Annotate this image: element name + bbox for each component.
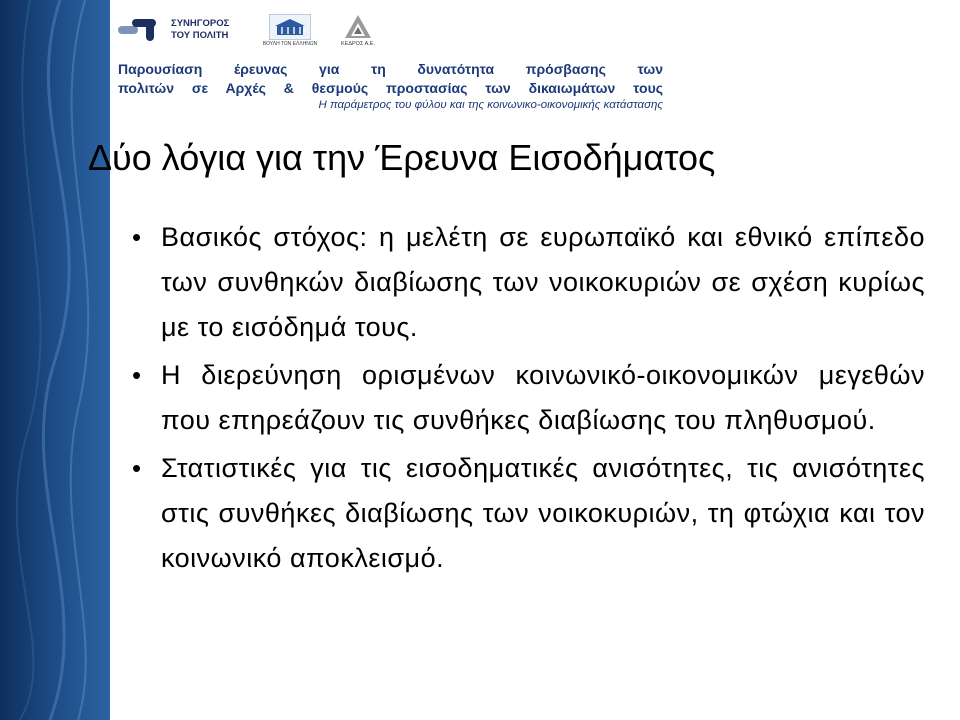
slide-title: Δύο λόγια για την Έρευνα Εισοδήματος: [88, 137, 716, 178]
logo-strip: [110, 0, 400, 55]
bullet-dot-icon: •: [132, 453, 142, 483]
ombudsman-emblem-icon: [116, 16, 164, 44]
bullet-dot-icon: •: [132, 360, 142, 390]
bullet-text: Η διερεύνηση ορισμένων κοινωνικό-οικονομικών μεγεθών που επηρεάζουν τις συνθήκες διαβίωσης του πληθυσμού.: [161, 360, 925, 435]
bullet-text: Στατιστικές για τις εισοδηματικές ανισότητες, τις ανισότητες στις συνθήκες διαβίωσης των νοικοκυριών, τη φτώχια και τον κοινωνικό αποκλεισμό.: [161, 453, 925, 573]
band-swirl-graphic: [0, 0, 110, 720]
side-decorative-band: [0, 0, 110, 720]
bullet-item-investigation: [130, 353, 925, 443]
kedros-logo-caption: ΚΕΔΡΟΣ Α.Ε.: [341, 41, 375, 47]
kedros-triangle-icon: [344, 14, 372, 40]
bullet-item-goal: [130, 215, 925, 350]
bullet-list: [130, 215, 925, 584]
parliament-logo-caption: ΒΟΥΛΗ ΤΩΝ ΕΛΛΗΝΩΝ: [262, 41, 318, 47]
survey-title-line1: Παρουσίαση έρευνας για τη δυνατότητα πρόσβασης των: [118, 61, 663, 77]
bullet-item-statistics: [130, 446, 925, 581]
survey-title-block: [118, 60, 663, 113]
survey-title-line2: πολιτών σε Αρχές & θεσμούς προστασίας των δικαιωμάτων τους: [118, 80, 663, 96]
ombudsman-logo-line2: ΤΟΥ ΠΟΛΙΤΗ: [171, 30, 229, 41]
parliament-building-icon: [269, 14, 311, 40]
bullet-dot-icon: •: [132, 222, 142, 252]
survey-subtitle: Η παράμετρος του φύλου και της κοινωνικο-οικονομικής κατάστασης: [318, 99, 663, 111]
ombudsman-logo-text: [171, 18, 229, 42]
ombudsman-logo: [116, 14, 230, 50]
bullet-text: Βασικός στόχος: η μελέτη σε ευρωπαϊκό και εθνικό επίπεδο των συνθηκών διαβίωσης των νοικοκυριών σε σχέση κυρίως με το εισόδημά τους.: [161, 222, 925, 342]
slide-header: [110, 0, 670, 120]
kedros-logo: [338, 14, 378, 50]
parliament-logo: [255, 14, 325, 50]
ombudsman-logo-line1: ΣΥΝΗΓΟΡΟΣ: [171, 18, 230, 29]
